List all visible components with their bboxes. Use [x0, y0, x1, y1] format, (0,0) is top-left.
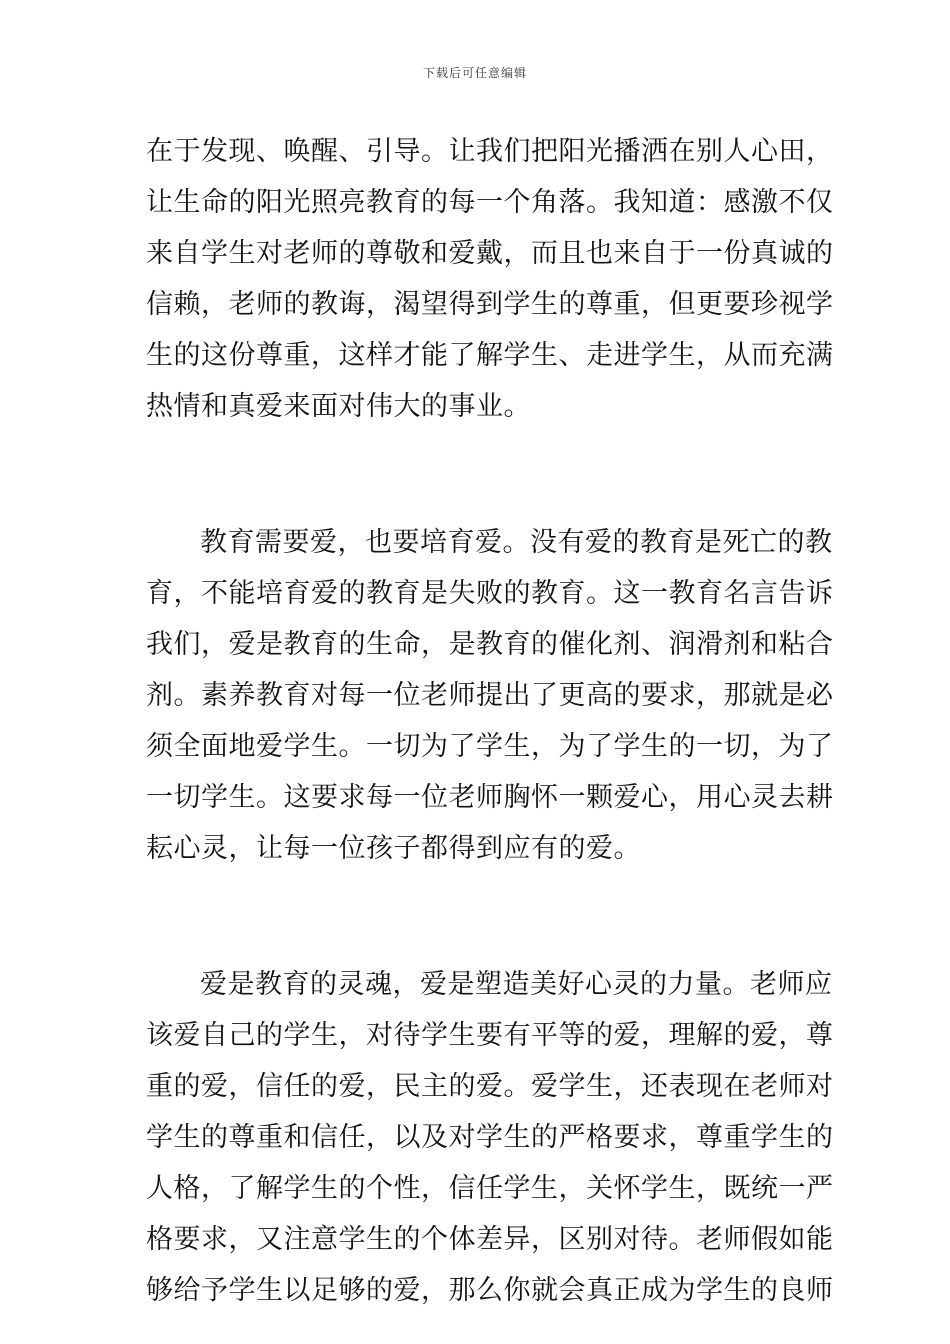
paragraph-line: 来自学生对老师的尊敬和爱戴，而且也来自于一份真诚的 — [146, 238, 834, 269]
paragraph-line: 人格，了解学生的个性，信任学生，关怀学生，既统一严 — [146, 1173, 834, 1204]
paragraph-3 — [146, 959, 834, 1316]
header-note: 下载后可任意编辑 — [422, 66, 527, 80]
paragraph-gap — [146, 432, 806, 517]
paragraph-line: 让生命的阳光照亮教育的每一个角落。我知道：感激不仅 — [146, 187, 834, 218]
paragraph-gap — [146, 874, 806, 959]
paragraph-line: 热情和真爱来面对伟大的事业。 — [146, 391, 531, 422]
paragraph-line: 须全面地爱学生。一切为了学生，为了学生的一切，为了 — [146, 731, 834, 762]
paragraph-line: 信赖，老师的教诲，渴望得到学生的尊重，但更要珍视学 — [146, 289, 834, 320]
paragraph-line: 够给予学生以足够的爱，那么你就会真正成为学生的良师 — [146, 1275, 834, 1306]
paragraph-line: 学生的尊重和信任，以及对学生的严格要求，尊重学生的 — [146, 1122, 834, 1153]
paragraph-line: 剂。素养教育对每一位老师提出了更高的要求，那就是必 — [146, 680, 834, 711]
paragraph-line: 生的这份尊重，这样才能了解学生、走进学生，从而充满 — [146, 340, 834, 371]
document-body — [146, 126, 834, 1316]
paragraph-1 — [146, 126, 834, 432]
paragraph-line: 育，不能培育爱的教育是失败的教育。这一教育名言告诉 — [146, 578, 834, 609]
paragraph-line: 我们，爱是教育的生命，是教育的催化剂、润滑剂和粘合 — [146, 629, 834, 660]
paragraph-line: 在于发现、唤醒、引导。让我们把阳光播洒在别人心田， — [146, 136, 834, 167]
paragraph-line: 该爱自己的学生，对待学生要有平等的爱，理解的爱，尊 — [146, 1020, 834, 1051]
paragraph-line: 重的爱，信任的爱，民主的爱。爱学生，还表现在老师对 — [146, 1071, 834, 1102]
paragraph-2 — [146, 517, 834, 874]
paragraph-line: 爱是教育的灵魂，爱是塑造美好心灵的力量。老师应 — [200, 969, 833, 1000]
paragraph-line: 格要求，又注意学生的个体差异，区别对待。老师假如能 — [146, 1224, 834, 1255]
paragraph-line: 耘心灵，让每一位孩子都得到应有的爱。 — [146, 833, 641, 864]
paragraph-line: 教育需要爱，也要培育爱。没有爱的教育是死亡的教 — [200, 527, 833, 558]
paragraph-line: 一切学生。这要求每一位老师胸怀一颗爱心，用心灵去耕 — [146, 782, 834, 813]
